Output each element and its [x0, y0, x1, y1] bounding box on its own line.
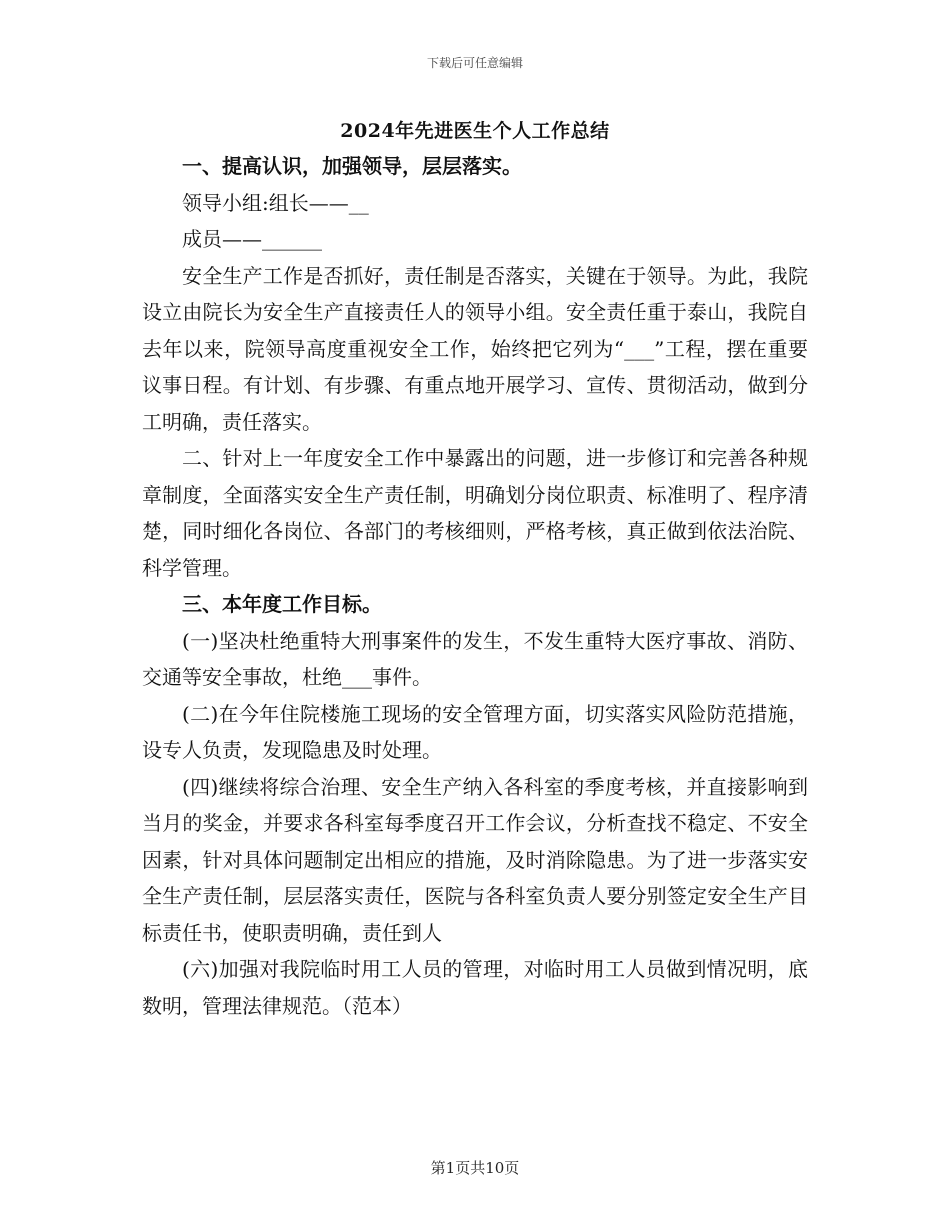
paragraph-goal-4: (四)继续将综合治理、安全生产纳入各科室的季度考核，并直接影响到当月的奖金，并要求各科室每季度召开工作会议，分析查找不稳定、不安全因素，针对具体问题制定出相应的措施，及时消除隐患。为了进一步落实安全生产责任制，层层落实责任，医院与各科室负责人要分别签定安全生产目标责任书，使职责明确，责任到人 — [142, 774, 808, 945]
page-number-footer: 第1页共10页 — [430, 1159, 520, 1177]
header-note: 下载后可任意编辑 — [426, 56, 523, 70]
paragraph-goal-2: (二)在今年住院楼施工现场的安全管理方面，切实落实风险防范措施，设专人负责，发现隐患及时处理。 — [142, 701, 808, 762]
document-body — [142, 148, 808, 1024]
paragraph-section-2: 二、针对上一年度安全工作中暴露出的问题，进一步修订和完善各种规章制度，全面落实安全生产责任制，明确划分岗位职责、标准明了、程序清楚，同时细化各岗位、各部门的考核细则，严格考核，真正做到依法治院、科学管理。 — [142, 446, 808, 580]
document-title: 2024年先进医生个人工作总结 — [340, 120, 610, 142]
paragraph-safety-leadership: 安全生产工作是否抓好，责任制是否落实，关键在于领导。为此，我院设立由院长为安全生产直接责任人的领导小组。安全责任重于泰山，我院自去年以来，院领导高度重视安全工作，始终把它列为“___”工程，摆在重要议事日程。有计划、有步骤、有重点地开展学习、宣传、贯彻活动，做到分工明确，责任落实。 — [142, 263, 808, 434]
paragraph-leader-group: 领导小组:组长——__ — [182, 190, 369, 215]
section-heading-1: 一、提高认识，加强领导，层层落实。 — [182, 154, 522, 178]
section-heading-3: 三、本年度工作目标。 — [182, 592, 382, 616]
paragraph-members: 成员——______ — [182, 227, 322, 251]
paragraph-goal-6: (六)加强对我院临时用工人员的管理，对临时用工人员做到情况明，底数明，管理法律规范。（范本） — [142, 957, 808, 1018]
paragraph-goal-1: (一)坚决杜绝重特大刑事案件的发生，不发生重特大医疗事故、消防、交通等安全事故，杜绝___事件。 — [142, 628, 808, 689]
